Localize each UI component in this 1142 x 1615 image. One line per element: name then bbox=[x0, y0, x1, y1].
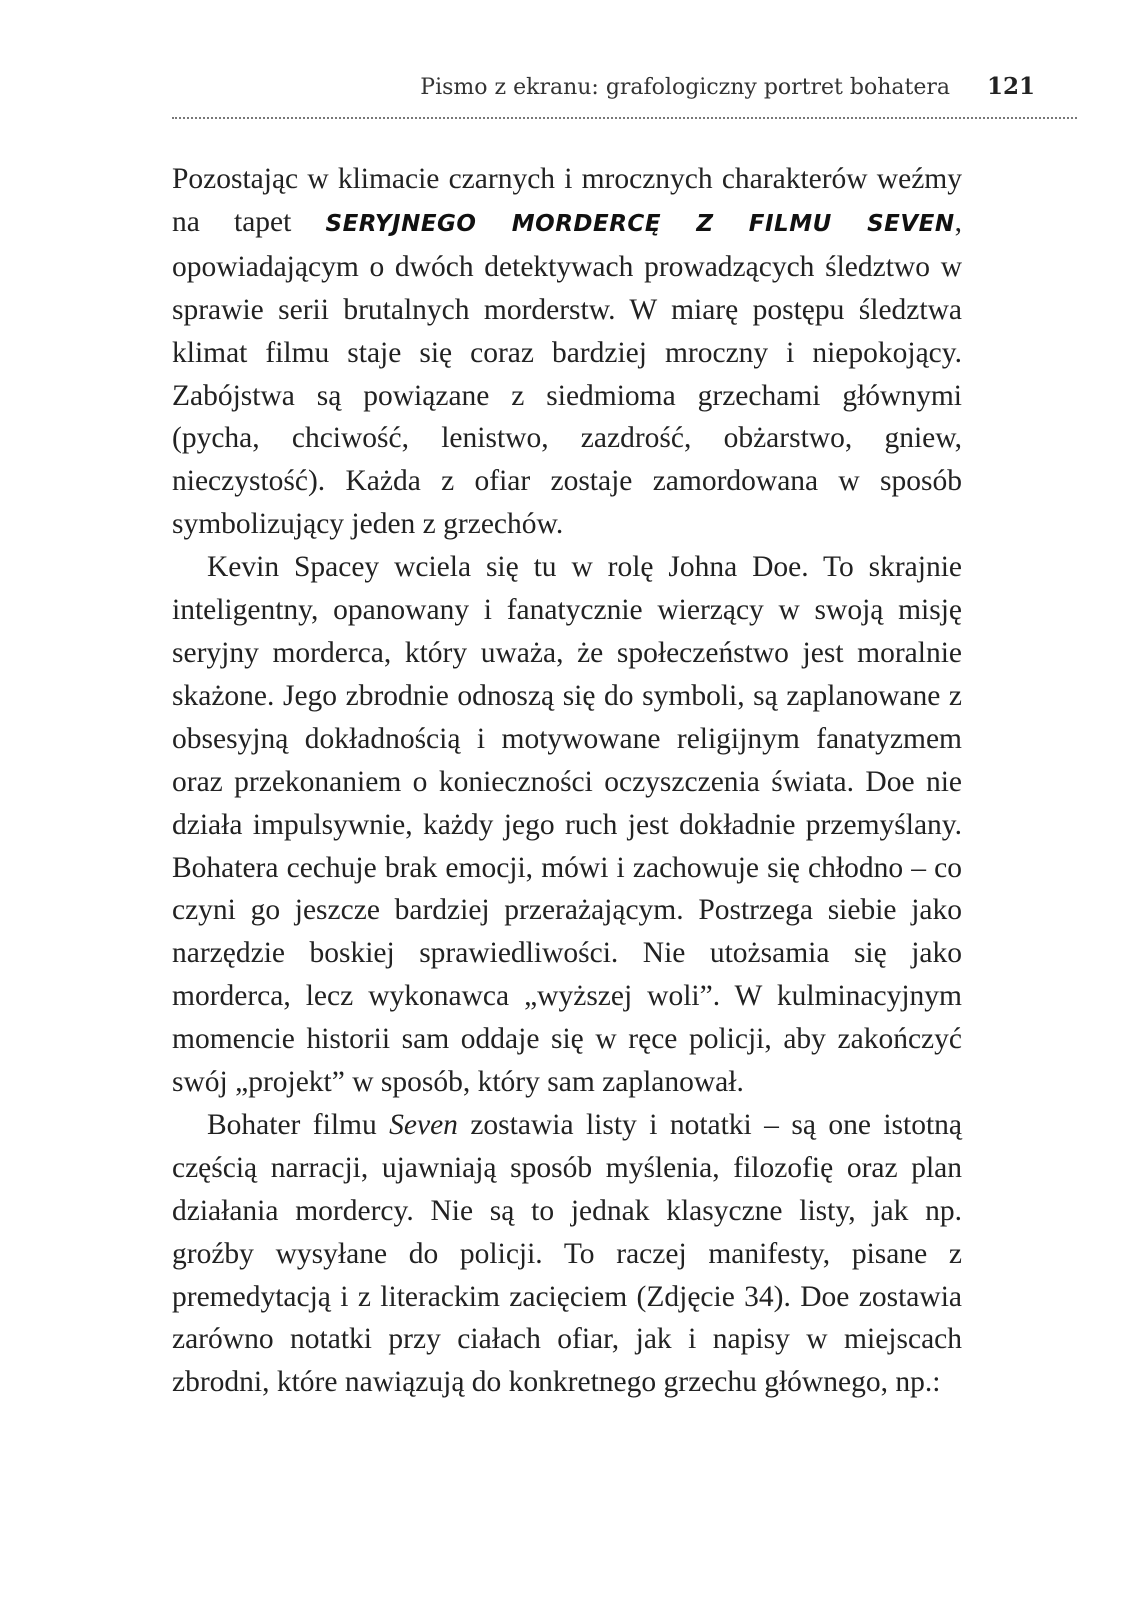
film-title: Seven bbox=[389, 1108, 458, 1141]
page-number: 121 bbox=[986, 73, 1035, 100]
paragraph-1-end: , opowiadającym o dwóch detektywach prowadzących śledztwo w sprawie serii brutalnych morderstw. W miarę postępu śledztwa klimat filmu staje się coraz bardziej mroczny i niepokojący. Zabójstwa są powiązane z siedmioma grzechami głównymi (pycha, chciwość, lenistwo, zazdrość, obżarstwo, gniew, nieczystość). Każda z ofiar zostaje zamordowana w sposób symbolizujący jeden z grzechów. bbox=[172, 205, 962, 541]
paragraph-1-start: Pozostając w klimacie czarnych i mrocznych charakterów weźmy na tapet bbox=[172, 163, 962, 238]
paragraph-3-end: zostawia listy i notatki – są one istotną częścią narracji, ujawniają sposób myślenia, filozofię oraz plan działania mordercy. Nie są to jednak klasyczne listy, jak np. groźby wysyłane do policji. To raczej manifesty, pisane z premedytacją i z literackim zacięciem (Zdjęcie 34). Doe zostawia zarówno notatki przy ciałach ofiar, jak i napisy w miejscach zbrodni, które nawiązują do konkretnego grzechu głównego, np.: bbox=[172, 1108, 963, 1399]
paragraph-1 bbox=[172, 158, 962, 546]
body-text bbox=[172, 158, 962, 1404]
page-header bbox=[172, 70, 1077, 120]
highlighted-phrase: SERYJNEGO MORDERCĘ Z FILMU SEVEN bbox=[325, 210, 955, 237]
paragraph-2: Kevin Spacey wciela się tu w rolę Johna Doe. To skrajnie inteligentny, opanowany i fanatycznie wierzący w swoją misję seryjny morderca, który uważa, że społeczeństwo jest moralnie skażone. Jego zbrodnie odnoszą się do symboli, są zaplanowane z obsesyjną dokładnością i motywowane religijnym fanatyzmem oraz przekonaniem o konieczności oczyszczenia świata. Doe nie działa impulsywnie, każdy jego ruch jest dokładnie przemyślany. Bohatera cechuje brak emocji, mówi i zachowuje się chłodno – co czyni go jeszcze bardziej przerażającym. Postrzega siebie jako narzędzie boskiej sprawiedliwości. Nie utożsamia się jako morderca, lecz wykonawca „wyższej woli”. W kulminacyjnym momencie historii sam oddaje się w ręce policji, aby zakończyć swój „projekt” w sposób, który sam zaplanował. bbox=[172, 551, 962, 1099]
header-divider bbox=[172, 117, 1077, 119]
paragraph-3-start: Bohater filmu bbox=[207, 1108, 390, 1141]
running-title: Pismo z ekranu: grafologiczny portret bohatera bbox=[420, 75, 950, 100]
paragraph-3 bbox=[172, 1104, 962, 1404]
